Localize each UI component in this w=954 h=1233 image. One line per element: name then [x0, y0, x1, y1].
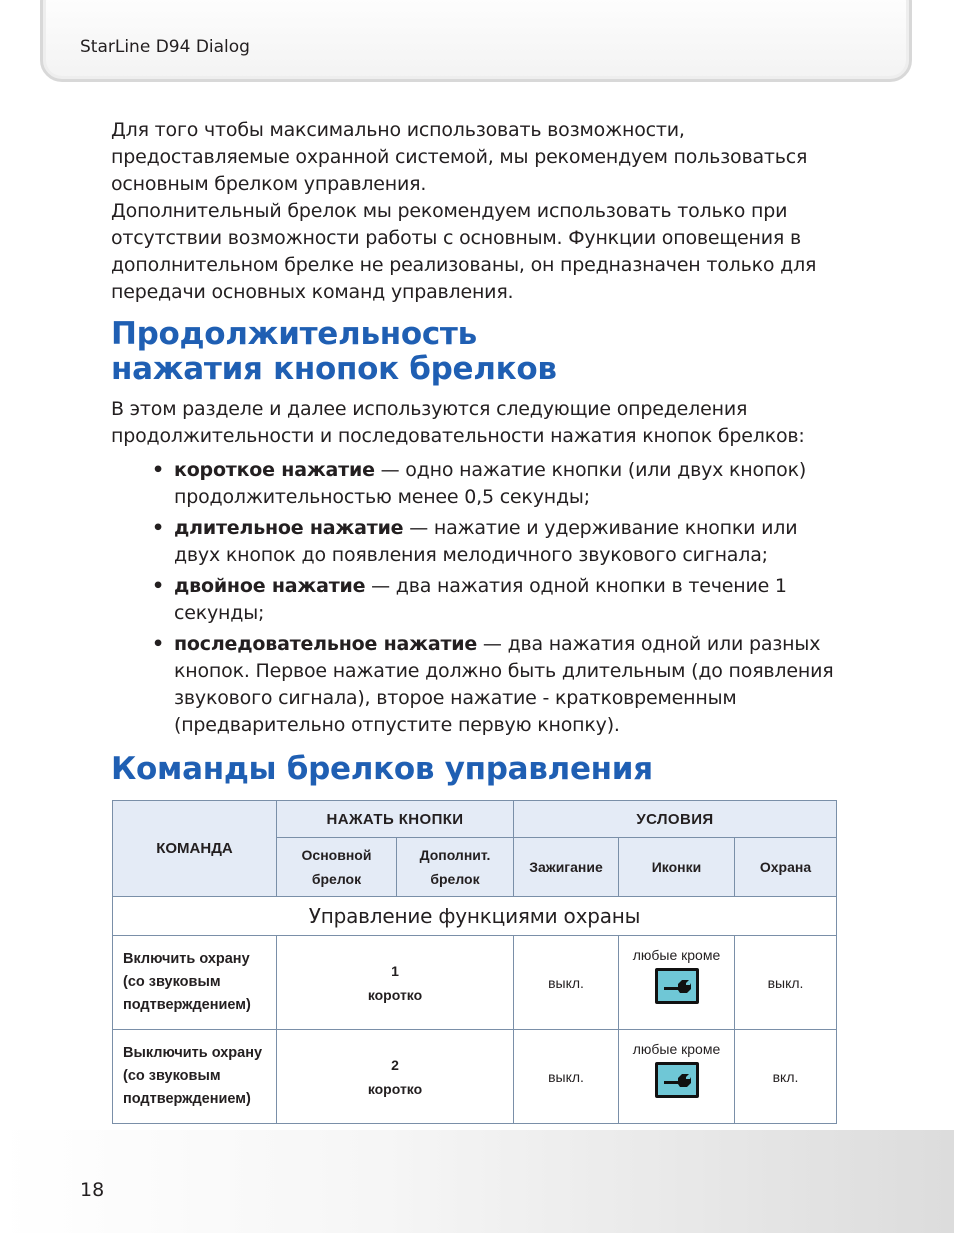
wrench-icon	[655, 1062, 699, 1098]
guard-cell: вкл.	[735, 1030, 837, 1124]
command-line: (со звуковым	[123, 1068, 221, 1084]
commands-table	[112, 800, 837, 1124]
header-extra-fob-line2: брелок	[430, 871, 480, 887]
intro-text	[111, 117, 841, 306]
list-item	[111, 631, 846, 739]
definitions-list	[111, 457, 846, 743]
page-number: 18	[80, 1179, 105, 1201]
list-item	[111, 515, 846, 569]
command-line: Выключить охрану	[123, 1045, 263, 1061]
intro-paragraph-1: Для того чтобы максимально использовать возможности, предоставляемые охранной системой, мы рекомендуем пользоваться основным брелком управления.	[111, 119, 808, 195]
bullet-icon: •	[152, 633, 164, 655]
header-press-buttons: НАЖАТЬ КНОПКИ	[277, 801, 514, 838]
definition-term: двойное нажатие	[174, 575, 366, 597]
ignition-cell: выкл.	[514, 1030, 619, 1124]
command-line: подтверждением)	[123, 997, 251, 1013]
definition-text: — два нажатия одной или разных кнопок. Первое нажатие должно быть длительным (до появления звукового сигнала), второе нажатие - кратковременным (предварительно отпустите первую кнопку).	[174, 633, 834, 736]
bullet-icon: •	[152, 517, 164, 539]
table-row	[113, 936, 837, 1030]
definition-text: — нажатие и удерживание кнопки или двух кнопок до появления мелодичного звукового сигнала;	[174, 517, 798, 566]
header-main-fob-line2: брелок	[311, 871, 362, 887]
bullet-icon: •	[152, 459, 164, 481]
list-item	[111, 457, 846, 511]
bullet-icon: •	[152, 575, 164, 597]
press-count: 1	[391, 962, 399, 979]
section-heading-commands: Команды брелков управления	[111, 751, 653, 787]
heading-line-1: Продолжительность	[111, 316, 477, 352]
header-conditions: УСЛОВИЯ	[514, 801, 837, 838]
header-extra-fob-line1: Дополнит.	[419, 847, 491, 863]
definition-text: — два нажатия одной кнопки в течение 1 секунды;	[174, 575, 787, 624]
command-cell	[113, 936, 277, 1030]
definition-term: длительное нажатие	[174, 517, 404, 539]
header-main-fob-line1: Основной	[301, 847, 372, 863]
header-command: КОМАНДА	[113, 801, 277, 897]
header-icons: Иконки	[619, 838, 735, 897]
header-extra-fob	[397, 838, 514, 897]
table-section-label: Управление функциями охраны	[113, 897, 837, 936]
header-main-fob	[277, 838, 397, 897]
guard-cell: выкл.	[735, 936, 837, 1030]
icons-cell	[619, 1030, 735, 1124]
command-line: (со звуковым	[123, 974, 221, 990]
icons-label: любые кроме	[632, 1041, 721, 1057]
definition-text: — одно нажатие кнопки (или двух кнопок) продолжительностью менее 0,5 секунды;	[174, 459, 807, 508]
press-type: коротко	[367, 1080, 423, 1097]
press-count: 2	[391, 1056, 399, 1073]
header-ignition: Зажигание	[514, 838, 619, 897]
press-cell	[277, 1030, 514, 1124]
section-heading-duration	[111, 317, 557, 387]
command-line: Включить охрану	[123, 951, 250, 967]
document-title: StarLine D94 Dialog	[80, 37, 250, 57]
footer-band	[0, 1130, 954, 1233]
wrench-icon	[655, 968, 699, 1004]
command-cell	[113, 1030, 277, 1124]
command-line: подтверждением)	[123, 1091, 251, 1107]
definition-term: короткое нажатие	[174, 459, 375, 481]
list-item	[111, 573, 846, 627]
intro-paragraph-2: Дополнительный брелок мы рекомендуем использовать только при отсутствии возможности работы с основным. Функции оповещения в дополнительном брелке не реализованы, он предназначен только для передачи основных команд управления.	[111, 200, 817, 303]
table-row	[113, 1030, 837, 1124]
press-cell	[277, 936, 514, 1030]
icons-label: любые кроме	[632, 947, 721, 963]
press-type: коротко	[367, 986, 423, 1003]
ignition-cell: выкл.	[514, 936, 619, 1030]
definitions-intro: В этом разделе и далее используются следующие определения продолжительности и последовательности нажатия кнопок брелков:	[111, 398, 805, 447]
header-guard: Охрана	[735, 838, 837, 897]
icons-cell	[619, 936, 735, 1030]
definition-term: последовательное нажатие	[174, 633, 478, 655]
heading-line-2: нажатия кнопок брелков	[111, 351, 557, 387]
